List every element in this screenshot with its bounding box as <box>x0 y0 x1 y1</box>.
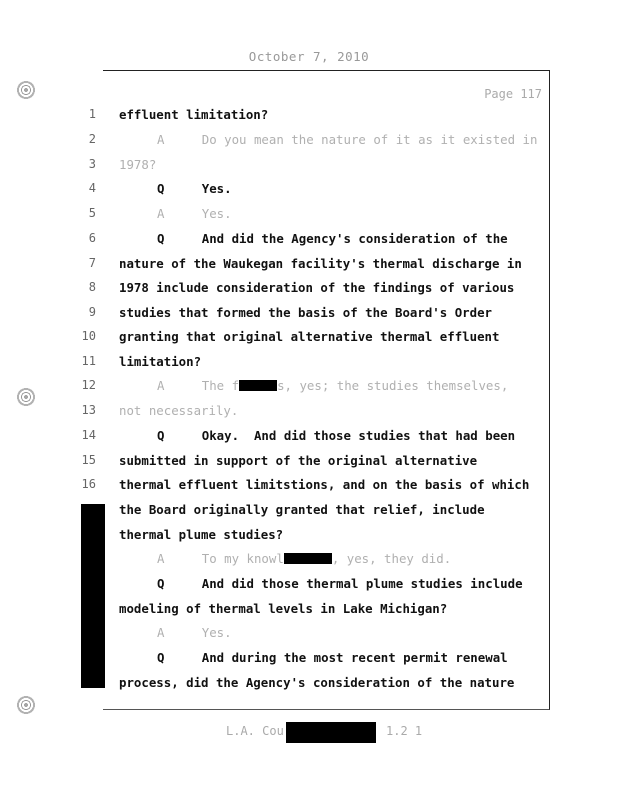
line-text: the Board originally granted that relief, include <box>119 502 485 517</box>
transcript-line <box>0 378 618 398</box>
line-number: 3 <box>88 157 96 171</box>
transcript-line <box>0 527 618 547</box>
line-text: A To my knowl <box>157 551 284 566</box>
line-text: A The f <box>157 378 240 393</box>
transcript-line <box>0 428 618 448</box>
transcript-line <box>0 280 618 300</box>
transcript-line <box>0 403 618 423</box>
line-text: 1978 include consideration of the findings of various <box>119 280 515 295</box>
line-number: 4 <box>88 181 96 195</box>
transcript-line <box>0 329 618 349</box>
document-date: October 7, 2010 <box>248 49 370 64</box>
transcript-line <box>0 206 618 226</box>
redaction-box <box>239 380 277 391</box>
line-number: 16 <box>81 477 96 491</box>
transcript-line <box>0 453 618 473</box>
page-number: Page 117 <box>484 87 542 101</box>
transcript-line <box>0 132 618 152</box>
redaction-box <box>284 553 332 564</box>
line-text: Q And did the Agency's consideration of the <box>157 231 508 246</box>
transcript-line <box>0 576 618 596</box>
transcript-line <box>0 256 618 276</box>
line-text: A Yes. <box>157 206 232 221</box>
transcript-line <box>0 354 618 374</box>
transcript-line <box>0 601 618 621</box>
line-text: s, yes; the studies themselves, <box>277 378 509 393</box>
line-number: 5 <box>88 206 96 220</box>
line-number: 12 <box>81 378 96 392</box>
line-text: Q Okay. And did those studies that had been <box>157 428 516 443</box>
line-number: 15 <box>81 453 96 467</box>
footer-right-text: 1.2 1 <box>386 724 423 738</box>
line-text: thermal effluent limitstions, and on the basis of which <box>119 477 530 492</box>
transcript-line <box>0 675 618 695</box>
line-text: Q Yes. <box>157 181 232 196</box>
line-text: process, did the Agency's consideration of the nature <box>119 675 515 690</box>
line-text: nature of the Waukegan facility's thermal discharge in <box>119 256 522 271</box>
transcript-line <box>0 231 618 251</box>
transcript-line <box>0 157 618 177</box>
transcript-line <box>0 107 618 127</box>
line-text: effluent limitation? <box>119 107 269 122</box>
seal-icon <box>15 79 37 101</box>
line-text: thermal plume studies? <box>119 527 284 542</box>
line-text: Q And did those thermal plume studies include <box>157 576 523 591</box>
line-text: 1978? <box>119 157 157 172</box>
line-text: A Do you mean the nature of it as it existed in <box>157 132 538 147</box>
line-number: 11 <box>81 354 96 368</box>
line-text: granting that original alternative thermal effluent <box>119 329 500 344</box>
line-number: 14 <box>81 428 96 442</box>
line-number: 10 <box>81 329 96 343</box>
line-number: 8 <box>88 280 96 294</box>
transcript-line <box>0 650 618 670</box>
line-text: studies that formed the basis of the Board's Order <box>119 305 492 320</box>
transcript-line <box>0 551 618 571</box>
line-number: 1 <box>88 107 96 121</box>
transcript-line <box>0 305 618 325</box>
line-text: Q And during the most recent permit renewal <box>157 650 508 665</box>
line-text: submitted in support of the original alternative <box>119 453 478 468</box>
footer-left-text: L.A. Cou <box>226 724 284 738</box>
line-number: 7 <box>88 256 96 270</box>
redaction-box <box>286 722 376 743</box>
transcript-line <box>0 502 618 522</box>
line-text: , yes, they did. <box>331 551 452 566</box>
transcript-line <box>0 477 618 497</box>
transcript-line <box>0 625 618 645</box>
line-number: 2 <box>88 132 96 146</box>
line-number: 13 <box>81 403 96 417</box>
line-text: A Yes. <box>157 625 232 640</box>
transcript-line <box>0 181 618 201</box>
line-text: limitation? <box>119 354 202 369</box>
line-number: 9 <box>88 305 96 319</box>
seal-icon <box>15 694 37 716</box>
line-text: modeling of thermal levels in Lake Michigan? <box>119 601 448 616</box>
line-text: not necessarily. <box>119 403 239 418</box>
reporter-footer <box>0 722 618 744</box>
line-number: 6 <box>88 231 96 245</box>
